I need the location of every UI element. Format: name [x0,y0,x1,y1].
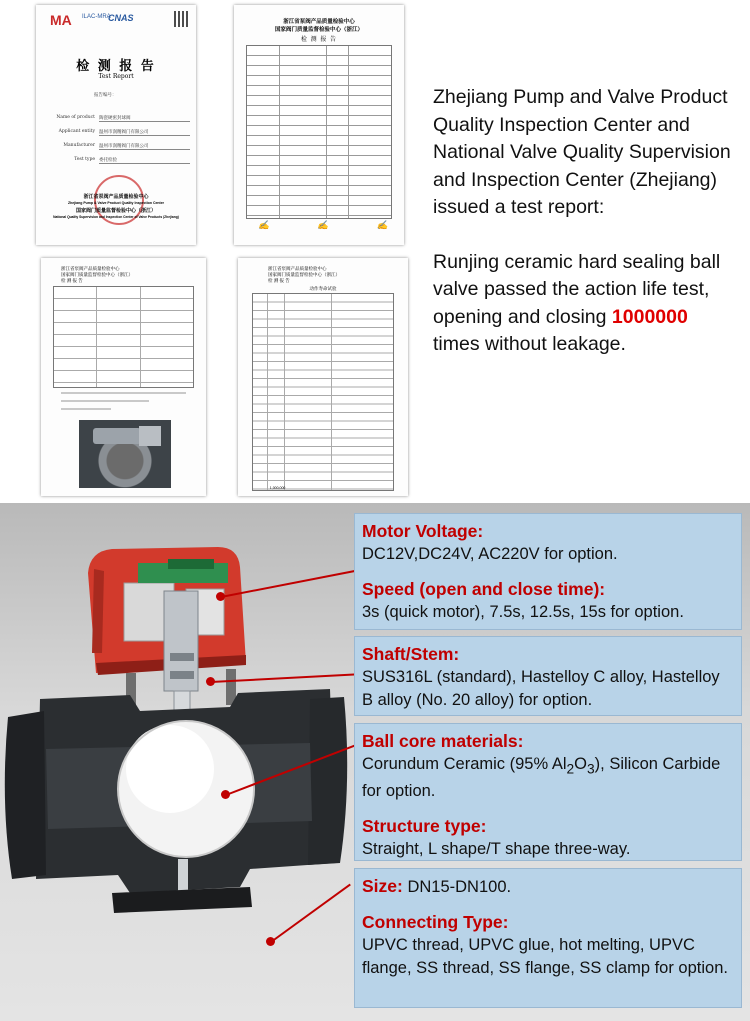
connecting-type-text: UPVC thread, UPVC glue, hot melting, UPVC flange, SS thread, SS flange, SS clamp for option. [362,936,728,977]
valve-test-photo [79,420,171,488]
size-title: Size: [362,876,403,896]
report-cover-page [36,5,196,245]
page-title: 检 测 报 告 [61,278,83,283]
page-header-cn-2: 国家阀门质量监督检验中心（浙江） [268,272,340,277]
national-name-en: National Quality Supervision and Inspection Center of Valve Products (Zhejiang) [53,215,179,219]
center-name-en: Zhejiang Pump & Valve Product Quality Inspection Center [67,201,165,205]
field-value: 温州市润精阀门有限公司 [99,143,190,150]
structure-text: Straight, L shape/T shape three-way. [362,840,631,859]
ball-text-c: ), Silicon Carbide for option. [362,755,721,801]
ball-text [362,753,734,803]
speed-title: Speed (open and close time): [362,579,606,599]
shaft-title: Shaft/Stem: [362,644,460,664]
cnas-logo: CNAS [108,13,134,23]
field-value: 陶瓷硬密封球阀 [99,115,190,122]
caption-result-end: times without leakage. [433,333,626,355]
field-label: Applicant entity [58,129,95,134]
table-title: 动作寿命试验 [309,286,337,291]
ilac-logo: ILAC-MRA [82,14,111,20]
page-header-cn-2: 国家阀门质量监督检验中心（浙江） [274,27,363,33]
ball-spec-panel [354,723,742,861]
ball-sub-3: 3 [587,761,595,777]
report-page-2 [234,5,404,245]
report-page-4 [238,258,408,496]
report-number-label: 报告编号： [94,92,117,97]
report-subtitle: Test Report [98,73,134,80]
national-name-cn: 国家阀门质量监督检验中心（浙江） [75,208,156,214]
field-value: 温州市润精阀门有限公司 [99,129,190,136]
report-title: 检 测 报 告 [76,59,156,74]
size-text: DN15-DN100. [407,878,512,896]
size-line [362,875,734,899]
report-table [53,286,194,388]
life-test-table [252,293,394,491]
page-header-cn-2: 国家阀门质量监督检验中心（浙江） [61,272,133,277]
page-header-cn: 浙江省泵阀产品质量检验中心 [283,19,355,25]
speed-text: 3s (quick motor), 7.5s, 12.5s, 15s for option. [362,603,684,621]
center-name-cn: 浙江省泵阀产品质量检验中心 [83,194,149,200]
valve-spec-section [0,503,750,1021]
last-row-value: 1,000,000 [269,486,286,490]
test-report-caption [433,84,738,359]
ball-text-a: Corundum Ceramic (95% Al [362,755,567,773]
shaft-spec-panel [354,636,742,716]
cycle-count-highlight: 1000000 [611,305,688,328]
structure-title: Structure type: [362,816,487,837]
report-page-3 [41,258,206,496]
page-title: 检 测 报 告 [300,37,337,43]
cma-logo: MA [50,12,72,28]
qr-code [174,11,190,27]
connection-spec-panel [354,868,742,1008]
page-header-cn: 浙江省泵阀产品质量检验中心 [61,266,120,271]
caption-result [433,249,738,359]
signatures: ✍ ✍ ✍ [258,221,388,231]
report-fields [50,115,190,171]
connecting-type-title: Connecting Type: [362,912,509,932]
notes-text [61,392,186,416]
ball-title: Ball core materials: [362,731,524,751]
field-label: Test type [74,157,95,162]
field-label: Name of product [56,115,95,120]
field-value: 委托检验 [99,157,190,164]
motor-spec-panel [354,513,742,630]
report-table [246,45,392,219]
ball-sub-2: 2 [566,761,575,777]
caption-result-text: Runjing ceramic hard sealing ball valve passed the action life test, opening and closing [433,250,721,328]
ball-text-b: O [574,755,587,773]
test-report-section [0,0,750,503]
caption-intro: Zhejiang Pump and Valve Product Quality Inspection Center and National Valve Quality Supervision and Inspection Center (Zhejiang) issued a test report: [433,86,731,218]
shaft-text: SUS316L (standard), Hastelloy C alloy, Hastelloy B alloy (No. 20 alloy) for option. [362,668,720,709]
page-title: 检 测 报 告 [268,278,290,283]
motor-voltage-text: DC12V,DC24V, AC220V for option. [362,545,618,563]
field-label: Manufacturer [63,143,95,148]
page-header-cn: 浙江省泵阀产品质量检验中心 [268,266,327,271]
motor-voltage-title: Motor Voltage: [362,521,484,541]
